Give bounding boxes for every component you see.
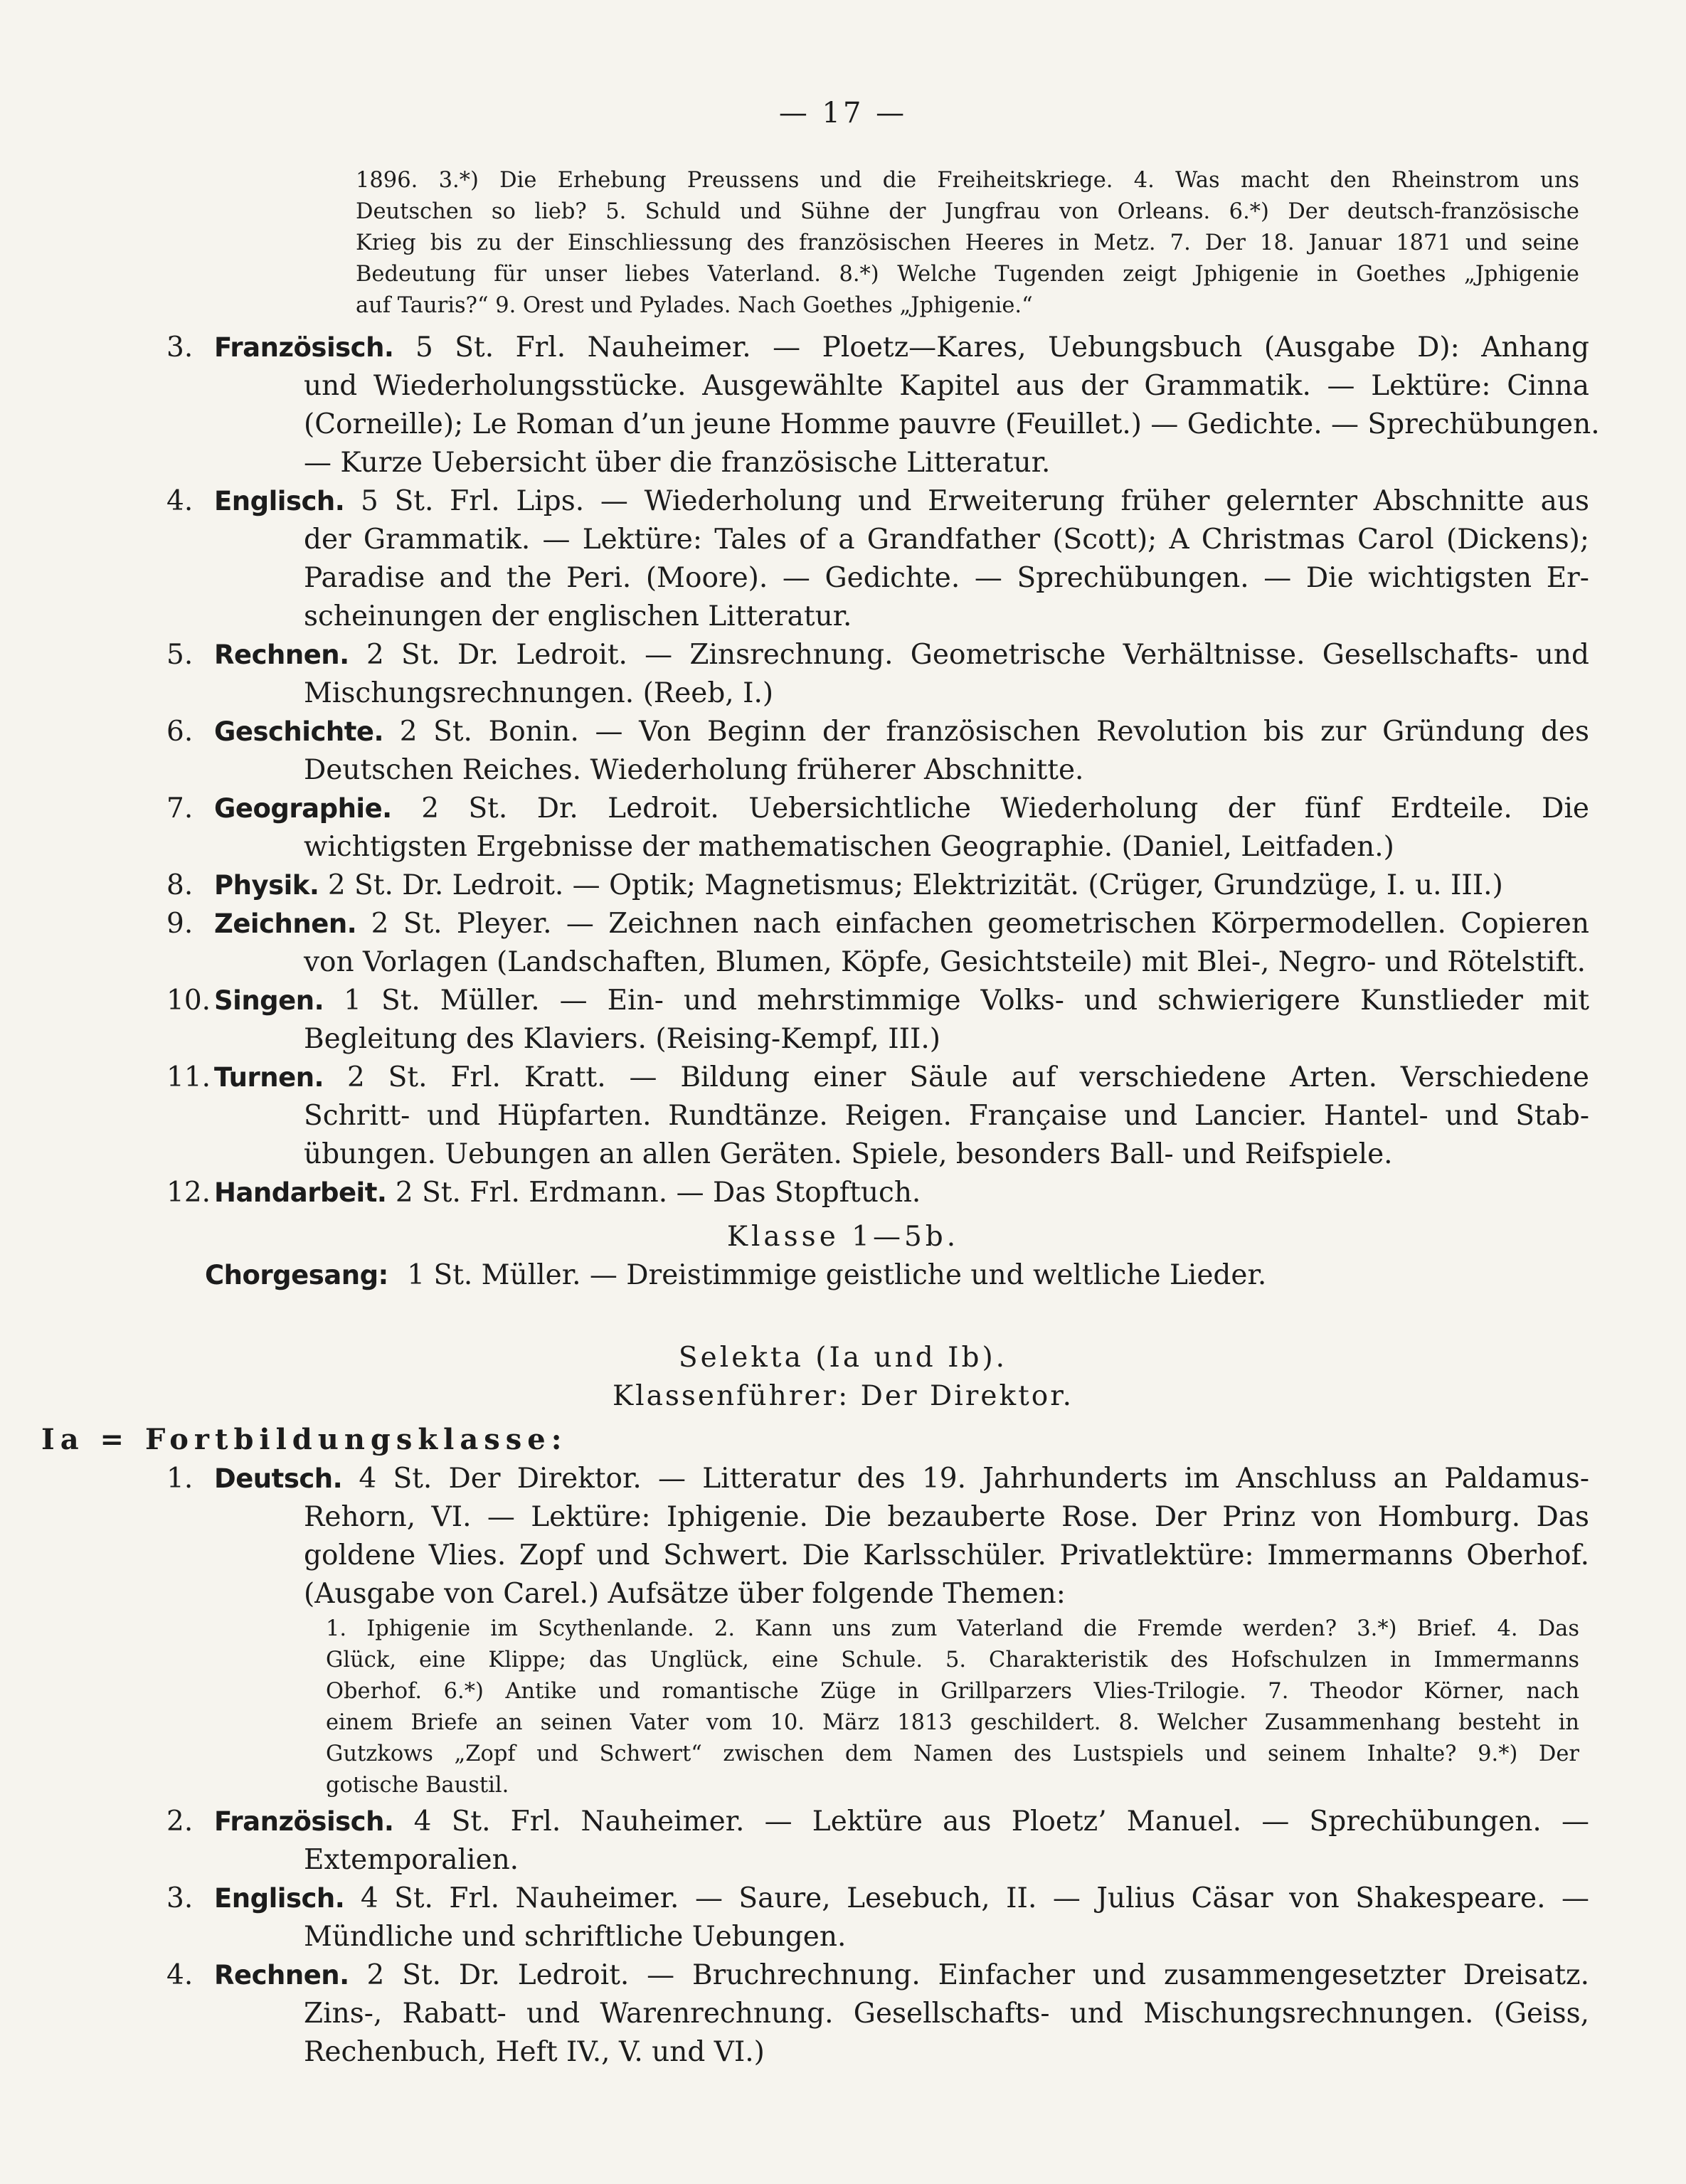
entry-text: 5 St. Frl. Lips. — Wiederholung und Erweiterung früher gelernter Abschnitte aus (344, 485, 1589, 517)
topics-line: Deutschen so lieb? 5. Schuld und Sühne der Jungfrau von Orleans. 6.*) Der deutsch-französische (356, 199, 1579, 224)
subjects-list (166, 329, 1600, 1212)
entry-line: und Wiederholungsstücke. Ausgewählte Kapitel aus der Grammatik. — Lektüre: Cinna (304, 370, 1589, 402)
entry-line: der Grammatik. — Lektüre: Tales of a Grandfather (Scott); A Christmas Carol (Dickens); (304, 524, 1589, 556)
topics-line: 1. Iphigenie im Scythenlande. 2. Kann uns zum Vaterland die Fremde werden? 3.*) Brief. 4. Das (326, 1616, 1579, 1641)
subject-label: Zeichnen. (214, 908, 357, 939)
topics-line: gotische Baustil. (326, 1773, 509, 1798)
entry-number: 5. (166, 639, 193, 671)
subject-entry (166, 482, 1589, 636)
entry-number: 4. (166, 485, 193, 517)
subject-label: Singen. (214, 985, 324, 1016)
entry-text: 4 St. Frl. Nauheimer. — Lektüre aus Ploetz’ Manuel. — Sprechübungen. — (393, 1806, 1589, 1838)
entry-number: 6. (166, 716, 193, 748)
entry-line: Extemporalien. (304, 1844, 519, 1876)
entry-line (166, 982, 1589, 1020)
entry-line (166, 905, 1589, 943)
entry-line: Paradise and the Peri. (Moore). — Gedichte. — Sprechübungen. — Die wichtigsten Er- (304, 562, 1589, 594)
subject-entry (166, 905, 1589, 982)
topics-line: Glück, eine Klippe; das Unglück, eine Schule. 5. Charakteristik des Hofschulzen in Immermanns (326, 1648, 1579, 1673)
subject-label: Englisch. (214, 1883, 345, 1914)
topics-line: Oberhof. 6.*) Antike und romantische Züge in Grillparzers Vlies-Trilogie. 7. Theodor Körner, nach (326, 1679, 1579, 1704)
topics-line: 1896. 3.*) Die Erhebung Preussens und die Freiheitskriege. 4. Was macht den Rheinstrom uns (356, 168, 1579, 193)
entry-line: goldene Vlies. Zopf und Schwert. Die Karlsschüler. Privatlektüre: Immermanns Oberhof. (304, 1539, 1589, 1571)
entry-line: Schritt- und Hüpfarten. Rundtänze. Reigen. Française und Lancier. Hantel- und Stab- (304, 1100, 1589, 1132)
entry-text: 4 St. Der Direktor. — Litteratur des 19. Jahrhunderts im Anschluss an Paldamus- (342, 1463, 1589, 1495)
entry-line: wichtigsten Ergebnisse der mathematischen Geographie. (Daniel, Leitfaden.) (304, 831, 1394, 863)
entry-line (166, 1174, 1589, 1212)
entry-line: Begleitung des Klaviers. (Reising-Kempf, III.) (304, 1023, 941, 1055)
entry-line: Mischungsrechnungen. (Reeb, I.) (304, 677, 774, 709)
subject-entry (166, 1956, 1589, 2072)
subject-label: Physik. (214, 870, 319, 901)
topics-list (326, 1613, 1579, 1801)
entry-line (166, 1956, 1589, 1995)
subject-entry (166, 636, 1589, 713)
entry-line (166, 1803, 1589, 1841)
entry-number: 7. (166, 793, 193, 825)
entry-line: (Corneille); Le Roman d’un jeune Homme pauvre (Feuillet.) — Gedichte. — Sprechübungen. (304, 408, 1600, 440)
entry-number: 1. (166, 1463, 193, 1495)
subject-entry (166, 1460, 1589, 1613)
subject-entry (166, 866, 1589, 905)
essay-topics-deutsch (326, 1613, 1579, 1801)
entry-number: 4. (166, 1959, 193, 1991)
subject-label: Französisch. (214, 1806, 394, 1837)
entry-line: von Vorlagen (Landschaften, Blumen, Köpfe, Gesichtsteile) mit Blei-, Negro- und Rötelstift. (304, 946, 1586, 978)
klasse-heading: Klasse 1—5b. (726, 1221, 960, 1253)
entry-text: 2 St. Frl. Kratt. — Bildung einer Säule auf verschiedene Arten. Verschiedene (324, 1061, 1589, 1093)
entry-text: 4 St. Frl. Nauheimer. — Saure, Lesebuch, II. — Julius Cäsar von Shakespeare. — (344, 1882, 1589, 1914)
entry-text: 2 St. Dr. Ledroit. — Zinsrechnung. Geometrische Verhältnisse. Gesellschafts- und (349, 639, 1589, 671)
entry-line (166, 713, 1589, 751)
entry-line: — Kurze Uebersicht über die französische Litteratur. (304, 447, 1051, 479)
entry-text: 2 St. Dr. Ledroit. — Bruchrechnung. Einfacher und zusammengesetzter Dreisatz. (349, 1959, 1589, 1991)
subject-label: Geschichte. (214, 716, 384, 747)
entry-number: 12. (166, 1177, 211, 1209)
entry-text: 1 St. Müller. — Ein- und mehrstimmige Volks- und schwierigere Kunstlieder mit (324, 985, 1589, 1017)
entry-number: 2. (166, 1806, 193, 1838)
entry-line (166, 636, 1589, 674)
entry-text: 2 St. Bonin. — Von Beginn der französischen Revolution bis zur Gründung des (383, 716, 1589, 748)
entry-number: 3. (166, 332, 193, 364)
entries-section (166, 1803, 1589, 2072)
subject-entry (166, 329, 1600, 482)
subject-label: Französisch. (214, 332, 394, 363)
entry-line: Rehorn, VI. — Lektüre: Iphigenie. Die bezauberte Rose. Der Prinz von Homburg. Das (304, 1501, 1589, 1533)
essay-topics-top (356, 165, 1579, 322)
subject-label: Chorgesang: (205, 1260, 388, 1290)
topics-line: Krieg bis zu der Einschliessung des französischen Heeres in Metz. 7. Der 18. Januar 1871 und seine (356, 230, 1579, 255)
selekta-heading: Selekta (Ia und Ib). (678, 1342, 1008, 1374)
fortbildung-list-2 (166, 1803, 1589, 2072)
page-number: — 17 — (778, 97, 908, 129)
subject-label: Rechnen. (214, 640, 349, 670)
subject-entry (166, 1803, 1589, 1880)
chorgesang-entry (205, 1259, 1266, 1291)
entry-number: 11. (166, 1061, 211, 1093)
deutsch-entry (166, 1460, 1589, 1613)
entry-text: 1 St. Müller. — Dreistimmige geistliche und weltliche Lieder. (407, 1259, 1267, 1291)
subject-entry (166, 982, 1589, 1059)
entry-line: Rechenbuch, Heft IV., V. und VI.) (304, 2036, 765, 2068)
subject-label: Turnen. (214, 1062, 324, 1093)
entry-line: übungen. Uebungen an allen Geräten. Spiele, besonders Ball- und Reifspiele. (304, 1138, 1393, 1170)
subject-label: Englisch. (214, 486, 345, 516)
entry-line (166, 482, 1589, 521)
topics-line: Gutzkows „Zopf und Schwert“ zwischen dem Namen des Lustspiels und seinem Inhalte? 9.*) Der (326, 1742, 1579, 1766)
klassenfuehrer: Klassenführer: Der Direktor. (612, 1380, 1074, 1412)
entry-line: Deutschen Reiches. Wiederholung früherer Abschnitte. (304, 754, 1084, 786)
fortbildung-list (166, 1460, 1589, 1613)
entry-line (166, 1059, 1589, 1097)
entry-text: 2 St. Dr. Ledroit. Uebersichtliche Wiederholung der fünf Erdteile. Die (391, 793, 1589, 825)
entry-text: 5 St. Frl. Nauheimer. — Ploetz—Kares, Uebungsbuch (Ausgabe D): Anhang (393, 332, 1589, 364)
entry-number: 3. (166, 1882, 193, 1914)
entry-line (166, 790, 1589, 828)
entry-line: Mündliche und schriftliche Uebungen. (304, 1921, 847, 1953)
subject-label: Geographie. (214, 793, 392, 824)
entry-line: scheinungen der englischen Litteratur. (304, 600, 852, 632)
entry-text: 2 St. Frl. Erdmann. — Das Stopftuch. (386, 1177, 921, 1209)
subject-entry (166, 1174, 1589, 1212)
subject-entry (166, 1059, 1589, 1174)
subject-entry (166, 1880, 1589, 1956)
subject-label: Deutsch. (214, 1463, 343, 1494)
entry-line (166, 866, 1589, 905)
subject-label: Rechnen. (214, 1960, 349, 1990)
subject-label: Handarbeit. (214, 1177, 387, 1208)
entry-text: 2 St. Dr. Ledroit. — Optik; Magnetismus; Elektrizität. (Crüger, Grundzüge, I. u. III.) (319, 869, 1503, 901)
topics-line: Bedeutung für unser liebes Vaterland. 8.*) Welche Tugenden zeigt Jphigenie in Goethes „Jphigenie (356, 262, 1579, 287)
entry-text: 2 St. Pleyer. — Zeichnen nach einfachen geometrischen Körpermodellen. Copieren (356, 908, 1589, 940)
entry-line: (Ausgabe von Carel.) Aufsätze über folgende Themen: (304, 1578, 1066, 1610)
entries-section (166, 329, 1600, 1212)
subject-entry (166, 790, 1589, 866)
entry-number: 9. (166, 908, 193, 940)
entry-line (166, 329, 1589, 367)
entry-line (166, 1460, 1589, 1498)
subject-entry (166, 713, 1589, 790)
topics-line: einem Briefe an seinen Vater vom 10. März 1813 geschildert. 8. Welcher Zusammenhang besteht in (326, 1710, 1579, 1735)
fortbildung-heading: Ia = Fortbildungsklasse: (41, 1423, 568, 1456)
entry-line: Zins-, Rabatt- und Warenrechnung. Gesellschafts- und Mischungsrechnungen. (Geiss, (304, 1998, 1589, 2030)
topics-line: auf Tauris?“ 9. Orest und Pylades. Nach Goethes „Jphigenie.“ (356, 293, 1033, 318)
entry-line (166, 1880, 1589, 1918)
entry-number: 8. (166, 869, 193, 901)
entry-number: 10. (166, 985, 211, 1017)
